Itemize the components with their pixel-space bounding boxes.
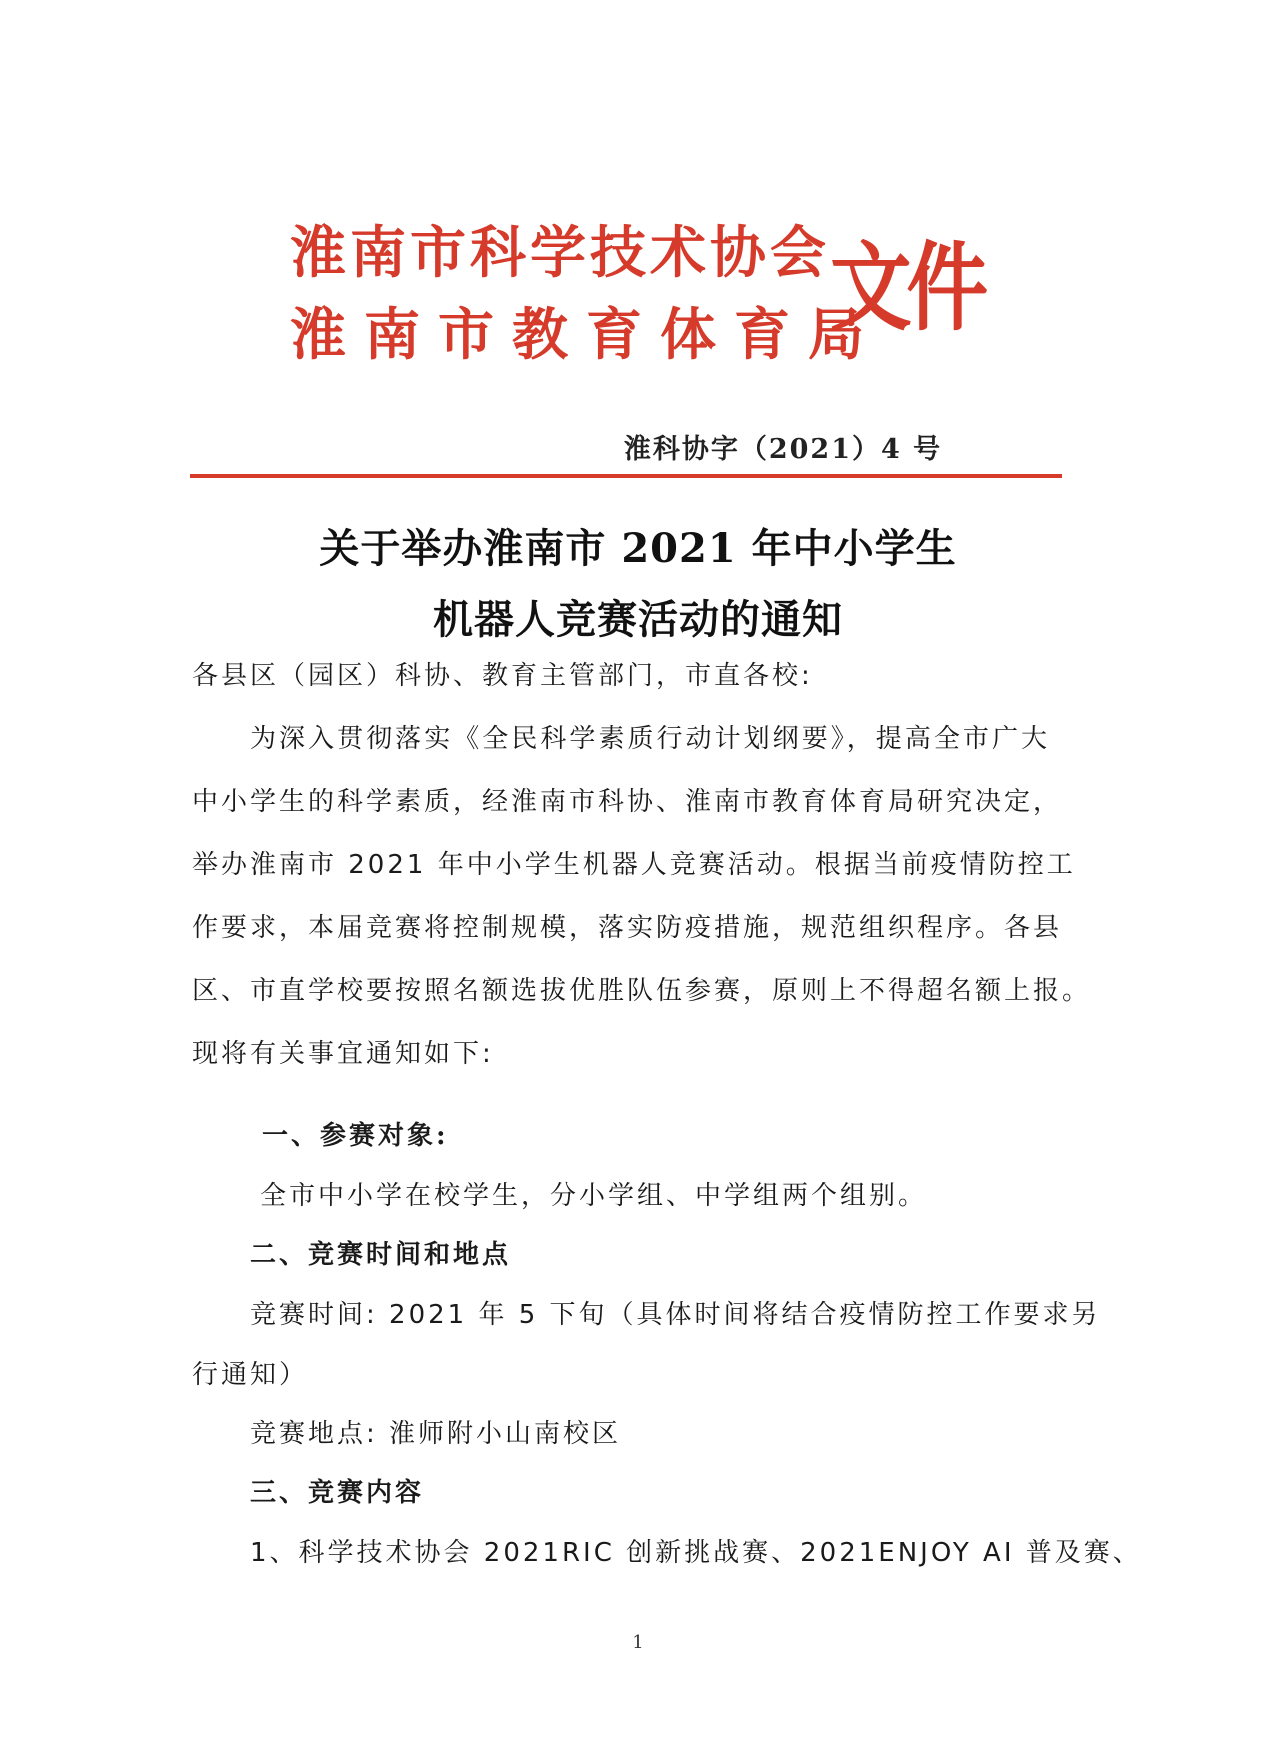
section-1-text: 全市中小学在校学生，分小学组、中学组两个组别。	[260, 1181, 928, 1211]
red-header	[290, 220, 990, 385]
title-line-2: 机器人竞赛活动的通知	[433, 596, 843, 643]
title-line-1: 关于举办淮南市 2021 年中小学生	[319, 525, 957, 572]
section-2-heading: 二、竞赛时间和地点	[250, 1240, 512, 1270]
intro-line: 举办淮南市 2021 年中小学生机器人竞赛活动。根据当前疫情防控工	[192, 850, 1076, 880]
intro-line: 中小学生的科学素质，经淮南市科协、淮南市教育体育局研究决定，	[192, 787, 1063, 817]
document-type-label: 文件	[830, 231, 983, 344]
section-2-time-line: 竞赛时间: 2021 年 5 下旬（具体时间将结合疫情防控工作要求另	[250, 1300, 1101, 1330]
section-1-heading: 一、参赛对象:	[262, 1121, 449, 1151]
intro-line: 现将有关事宜通知如下:	[192, 1039, 494, 1069]
intro-line: 区、市直学校要按照名额选拔优胜队伍参赛，原则上不得超名额上报。	[192, 976, 1092, 1006]
section-3-heading: 三、竞赛内容	[250, 1478, 425, 1508]
page-number: 1	[632, 1632, 644, 1653]
red-divider-line	[190, 474, 1062, 478]
intro-line: 为深入贯彻落实《全民科学素质行动计划纲要》，提高全市广大	[250, 724, 1050, 754]
section-3-item-1: 1、科学技术协会 2021RIC 创新挑战赛、2021ENJOY AI 普及赛、	[250, 1538, 1142, 1568]
addressee: 各县区（园区）科协、教育主管部门，市直各校:	[192, 661, 813, 691]
document-number-row	[0, 427, 1276, 466]
org-name-science-association: 淮南市科学技术协会	[290, 220, 830, 286]
section-2-place: 竞赛地点: 淮师附小山南校区	[250, 1419, 622, 1449]
org-name-education-bureau: 淮南市教育体育局	[290, 302, 882, 368]
document-number: 淮科协字（2021）4 号	[623, 434, 943, 465]
intro-line: 作要求，本届竞赛将控制规模，落实防疫措施，规范组织程序。各县	[192, 913, 1063, 943]
section-2-time-line: 行通知）	[192, 1360, 309, 1390]
